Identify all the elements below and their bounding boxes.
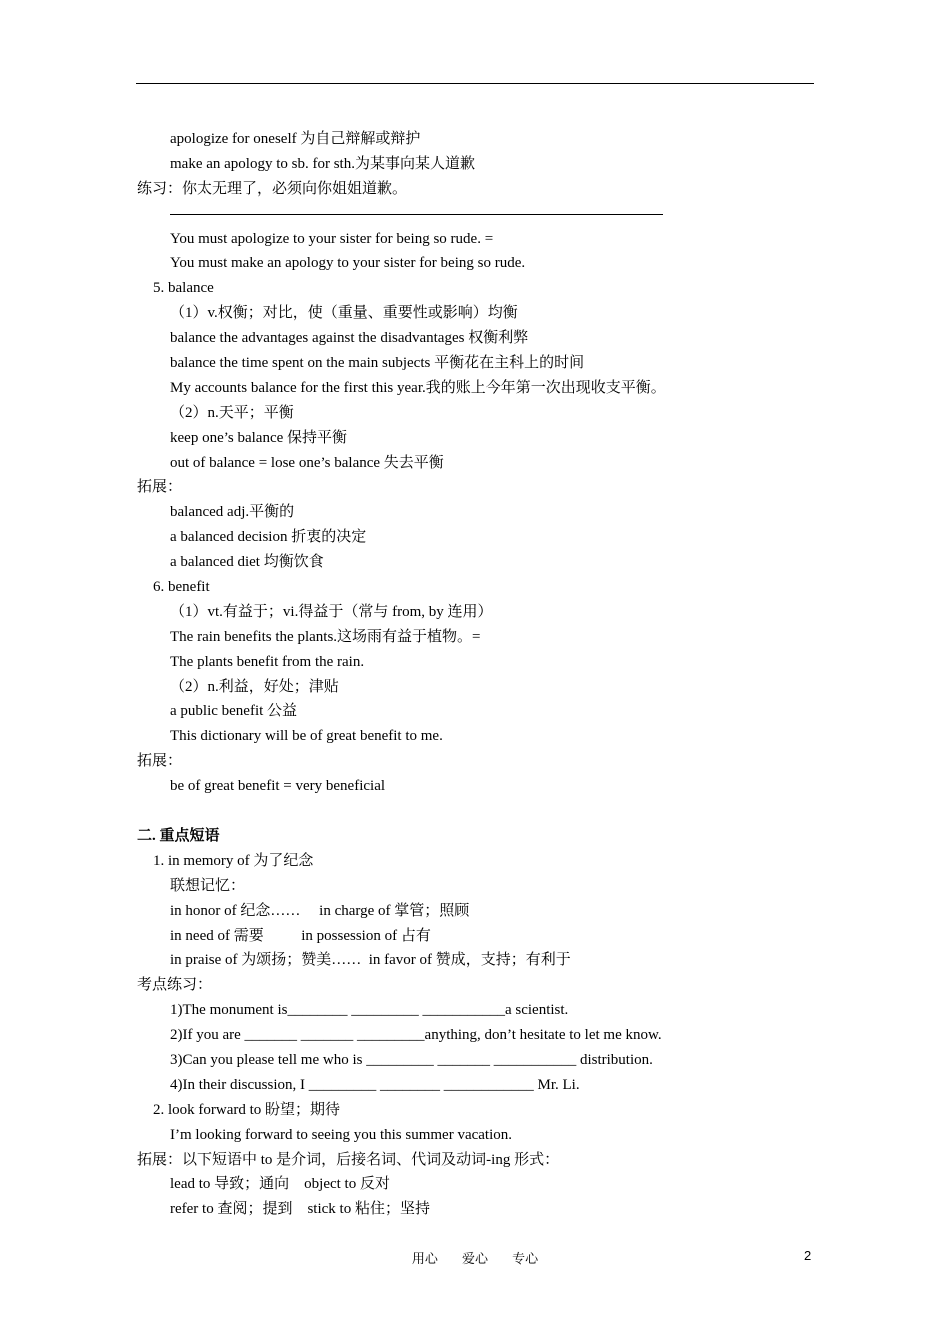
text-line: lead to 导致；通向 object to 反对: [170, 1176, 390, 1193]
extension-label: 拓展：: [137, 753, 183, 770]
footer-item: 用心: [411, 1252, 438, 1267]
text-line: in praise of 为颂扬；赞美…… in favor of 赞成，支持；有利于: [170, 952, 571, 969]
text-line: I’m looking forward to seeing you this summer vacation.: [170, 1126, 513, 1143]
text-line: balanced adj.平衡的: [170, 504, 295, 521]
text-line: （1）vt.有益于；vi.得益于（常与 from, by 连用）: [170, 603, 493, 620]
text-line: You must make an apology to your sister for being so rude.: [170, 255, 526, 272]
exercise-item: 2)If you are _______ _______ _________anything, don’t hesitate to let me know.: [170, 1027, 662, 1044]
text-line: balance the advantages against the disadvantages 权衡利弊: [170, 330, 529, 347]
text-line: 联想记忆：: [170, 877, 246, 894]
text-line: in honor of 纪念…… in charge of 掌管；照顾: [170, 902, 470, 919]
answer-blank-line: [0, 202, 950, 227]
text-line: keep one’s balance 保持平衡: [170, 429, 348, 446]
text-line: This dictionary will be of great benefit to me.: [170, 728, 443, 745]
exercise-item: 1)The monument is________ _________ ___________a scientist.: [170, 1002, 569, 1019]
text-line: The rain benefits the plants.这场雨有益于植物。=: [170, 628, 481, 645]
blank-rule: [170, 213, 663, 215]
vocab-heading: 6. benefit: [153, 579, 210, 596]
footer-item: 专心: [512, 1252, 539, 1267]
text-line: You must apologize to your sister for being so rude. =: [170, 230, 494, 247]
extension-label: 拓展：: [137, 479, 183, 496]
section-heading: 二. 重点短语: [137, 827, 220, 844]
footer-item: 爱心: [461, 1252, 488, 1267]
exercise-item: 3)Can you please tell me who is _________ _______ ___________ distribution.: [170, 1051, 653, 1068]
text-line: apologize for oneself 为自己辩解或辩护: [170, 131, 421, 147]
text-line: refer to 查阅；提到 stick to 粘住；坚持: [170, 1201, 430, 1218]
text-line: My accounts balance for the first this year.我的账上今年第一次出现收支平衡。: [170, 379, 666, 396]
phrase-heading: 1. in memory of 为了纪念: [153, 852, 314, 869]
exercise-item: 4)In their discussion, I _________ ________ ____________ Mr. Li.: [170, 1076, 580, 1093]
header-rule: [136, 83, 814, 84]
text-line: a public benefit 公益: [170, 703, 298, 720]
text-line: （2）n.天平；平衡: [170, 404, 294, 421]
extension-label: 拓展：以下短语中 to 是介词，后接名词、代词及动词-ing 形式：: [137, 1151, 560, 1168]
text-line: （1）v.权衡；对比，使（重量、重要性或影响）均衡: [170, 305, 518, 322]
text-line: be of great benefit = very beneficial: [170, 778, 386, 795]
text-line: （2）n.利益，好处；津贴: [170, 678, 339, 695]
text-line: balance the time spent on the main subjects 平衡花在主科上的时间: [170, 355, 585, 372]
text-line: make an apology to sb. for sth.为某事向某人道歉: [170, 155, 475, 172]
page-content: [0, 127, 950, 1222]
exercise-label: 考点练习：: [137, 977, 213, 994]
text-line: a balanced diet 均衡饮食: [170, 554, 324, 571]
text-line: out of balance = lose one’s balance 失去平衡: [170, 454, 444, 471]
phrase-heading: 2. look forward to 盼望；期待: [153, 1101, 341, 1118]
empty-line: [0, 799, 950, 824]
vocab-heading: 5. balance: [153, 280, 214, 297]
exercise-label: 练习：你太无理了，必须向你姐姐道歉。: [137, 180, 408, 197]
text-line: The plants benefit from the rain.: [170, 653, 365, 670]
text-line: a balanced decision 折衷的决定: [170, 529, 367, 546]
text-line: in need of 需要 in possession of 占有: [170, 927, 431, 944]
page-number: 2: [804, 1248, 812, 1263]
